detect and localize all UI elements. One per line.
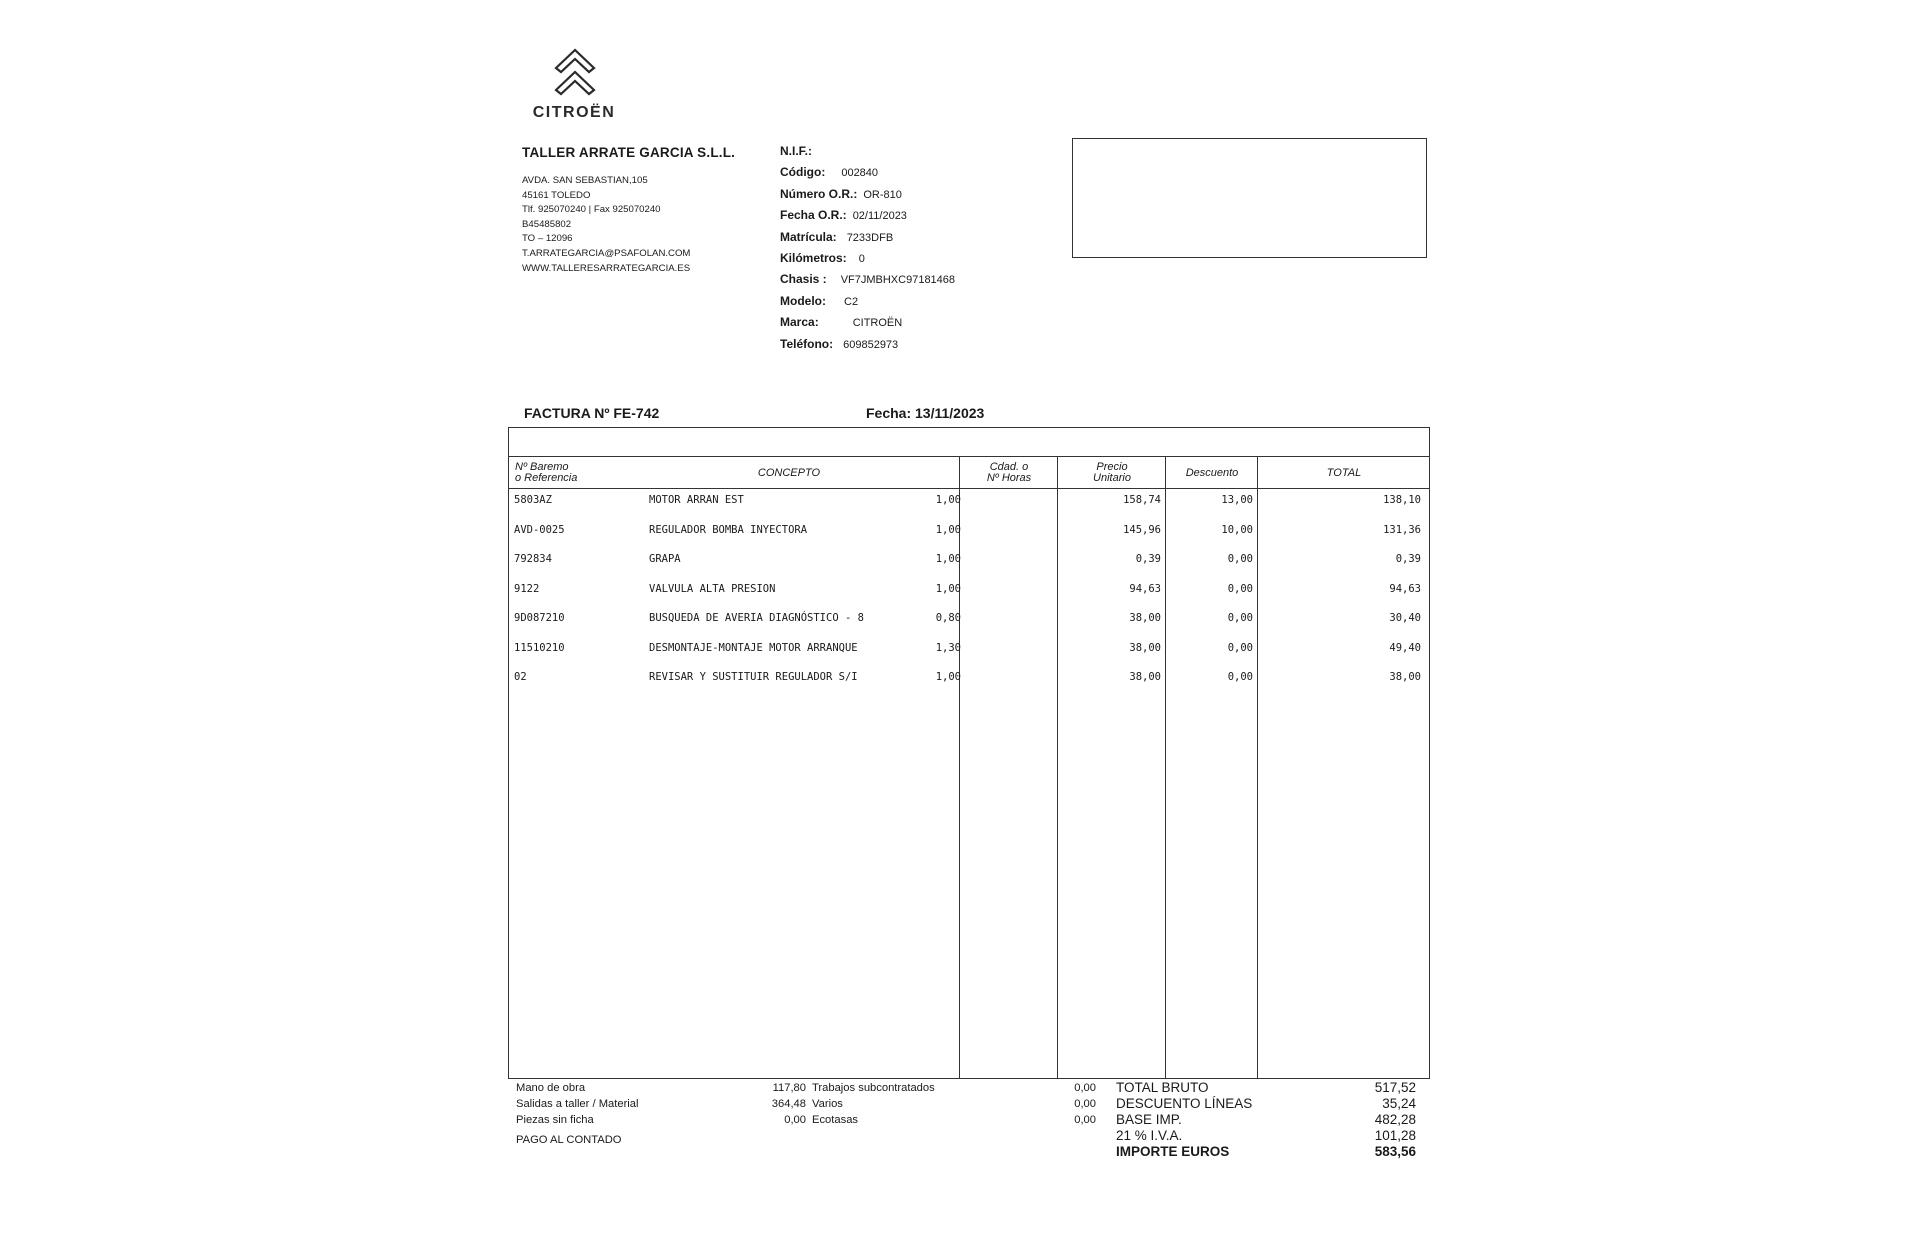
vehicle-row-modelo <box>780 291 955 312</box>
summary-label: Ecotasas <box>812 1114 859 1126</box>
brand-name: CITROËN <box>532 104 616 121</box>
header-text: Unitario <box>1093 472 1131 484</box>
total-value: 482,28 <box>1374 1112 1416 1127</box>
row-reference: 9122 <box>514 582 540 595</box>
total-label: DESCUENTO LÍNEAS <box>1116 1096 1253 1111</box>
column-header-total: TOTAL <box>1326 467 1362 479</box>
vehicle-label: Matrícula: <box>780 229 837 244</box>
header-text: o Referencia <box>515 472 578 484</box>
column-divider <box>1165 456 1166 1078</box>
table-row <box>509 642 1429 656</box>
vehicle-value: 0 <box>858 252 865 265</box>
row-total: 131,36 <box>1383 523 1421 536</box>
vehicle-row-chasis <box>780 269 955 290</box>
vehicle-label: Modelo: <box>780 293 826 308</box>
vehicle-value: 02/11/2023 <box>852 210 907 223</box>
row-reference: 5803AZ <box>514 494 552 506</box>
column-header-discount: Descuento <box>1185 467 1239 479</box>
vehicle-label: Kilómetros: <box>780 250 847 265</box>
row-reference: 11510210 <box>514 641 565 654</box>
company-city-line: 45161 TOLEDO <box>522 189 591 201</box>
column-divider <box>959 456 960 1078</box>
header-text: Cdad. o <box>989 461 1029 473</box>
vehicle-label: Marca: <box>780 315 819 330</box>
column-header-concepto: CONCEPTO <box>757 467 821 479</box>
table-row <box>509 494 1429 508</box>
total-value: 517,52 <box>1374 1080 1416 1095</box>
row-reference: 9D087210 <box>514 612 565 624</box>
summary-value: 0,00 <box>1074 1114 1096 1126</box>
address-window-box <box>1072 138 1427 258</box>
row-unit-price: 145,96 <box>1123 523 1161 536</box>
total-label: 21 % I.V.A. <box>1116 1128 1183 1143</box>
vehicle-row-matricula <box>780 227 955 248</box>
vehicle-row-numero-or <box>780 184 955 205</box>
row-total: 30,40 <box>1389 612 1421 624</box>
vehicle-value: VF7JMBHXC97181468 <box>840 274 956 287</box>
vehicle-info <box>780 141 955 355</box>
vehicle-row-kilometros <box>780 248 955 269</box>
column-header-unit-price <box>1059 462 1165 484</box>
company-registry-line: TO – 12096 <box>522 233 573 245</box>
vehicle-value: 002840 <box>841 167 879 180</box>
vehicle-value: C2 <box>844 295 859 308</box>
citroen-logo <box>524 40 624 126</box>
row-discount: 0,00 <box>1227 612 1253 624</box>
row-reference: 02 <box>514 671 527 683</box>
row-unit-price: 38,00 <box>1129 641 1161 654</box>
vehicle-label: Chasis : <box>780 272 827 287</box>
company-tax-id-line: B45485802 <box>522 218 572 230</box>
row-discount: 0,00 <box>1227 553 1253 565</box>
table-row <box>509 524 1429 538</box>
company-address-line: AVDA. SAN SEBASTIAN,105 <box>522 175 648 186</box>
invoice-table <box>508 427 1430 1079</box>
payment-method: PAGO AL CONTADO <box>516 1134 622 1146</box>
row-reference: 792834 <box>514 553 552 565</box>
invoice-date: Fecha: 13/11/2023 <box>866 405 985 421</box>
grand-total-value: 583,56 <box>1374 1144 1416 1159</box>
summary-value: 0,00 <box>1074 1082 1096 1094</box>
row-total: 138,10 <box>1383 494 1421 506</box>
grand-total-label: IMPORTE EUROS <box>1116 1144 1230 1159</box>
summary-value: 117,80 <box>772 1082 806 1094</box>
row-unit-price: 94,63 <box>1129 582 1161 595</box>
row-unit-price: 0,39 <box>1135 553 1161 565</box>
table-row <box>509 553 1429 567</box>
invoice-summary <box>516 1082 1416 1172</box>
row-discount: 0,00 <box>1227 641 1253 654</box>
row-concept: REGULADOR BOMBA INYECTORA <box>649 523 808 536</box>
row-reference: AVD-0025 <box>514 523 565 536</box>
invoice-number: FACTURA Nº FE-742 <box>524 405 660 421</box>
row-concept: BUSQUEDA DE AVERIA DIAGNÓSTICO - 8 <box>649 612 864 624</box>
row-discount: 13,00 <box>1221 494 1253 506</box>
vehicle-row-telefono <box>780 334 955 355</box>
vehicle-value: CITROËN <box>852 317 903 330</box>
row-total: 38,00 <box>1389 671 1421 683</box>
summary-label: Trabajos subcontratados <box>812 1082 935 1094</box>
column-header-quantity <box>961 462 1057 484</box>
vehicle-row-nif <box>780 141 955 162</box>
summary-label: Salidas a taller / Material <box>516 1098 639 1110</box>
row-quantity: 1,00 <box>935 582 961 595</box>
header-text: Nº Horas <box>986 472 1032 484</box>
header-text: Nº Baremo <box>515 461 569 473</box>
column-header-reference <box>515 462 577 484</box>
row-concept: REVISAR Y SUSTITUIR REGULADOR S/I <box>649 671 858 683</box>
total-label: TOTAL BRUTO <box>1116 1080 1209 1095</box>
column-divider <box>1057 456 1058 1078</box>
header-text: Precio <box>1096 461 1128 473</box>
vehicle-value: 609852973 <box>843 338 899 351</box>
summary-label: Piezas sin ficha <box>516 1114 594 1126</box>
vehicle-label: N.I.F.: <box>780 144 812 158</box>
row-discount: 0,00 <box>1227 582 1253 595</box>
company-name: TALLER ARRATE GARCIA S.L.L. <box>522 145 736 160</box>
row-quantity: 1,00 <box>935 671 961 683</box>
row-concept: VALVULA ALTA PRESION <box>649 582 776 595</box>
summary-value: 364,48 <box>771 1098 806 1110</box>
row-discount: 10,00 <box>1221 523 1253 536</box>
vehicle-label: Número O.R.: <box>780 186 858 201</box>
citroen-double-chevron-icon <box>554 46 596 102</box>
row-concept: MOTOR ARRAN EST <box>649 494 744 506</box>
table-header-divider <box>509 488 1429 489</box>
company-email-line: T.ARRATEGARCIA@PSAFOLAN.COM <box>522 247 691 259</box>
summary-value: 0,00 <box>784 1114 806 1126</box>
vehicle-label: Código: <box>780 165 826 180</box>
company-phone-line: Tlf. 925070240 | Fax 925070240 <box>522 204 661 216</box>
row-concept: DESMONTAJE-MONTAJE MOTOR ARRANQUE <box>649 641 858 654</box>
summary-label: Mano de obra <box>516 1082 586 1094</box>
row-discount: 0,00 <box>1227 671 1253 683</box>
table-top-divider <box>509 456 1429 457</box>
row-unit-price: 158,74 <box>1123 494 1161 506</box>
vehicle-row-fecha-or <box>780 205 955 226</box>
vehicle-label: Teléfono: <box>780 336 834 351</box>
vehicle-value: 7233DFB <box>846 231 894 244</box>
vehicle-label: Fecha O.R.: <box>780 208 847 223</box>
vehicle-row-codigo <box>780 162 955 183</box>
company-address <box>522 174 690 276</box>
row-concept: GRAPA <box>649 553 681 565</box>
row-quantity: 0,80 <box>935 612 961 624</box>
row-quantity: 1,00 <box>935 553 961 565</box>
row-total: 0,39 <box>1395 553 1421 565</box>
row-total: 49,40 <box>1389 641 1421 654</box>
vehicle-row-marca <box>780 312 955 333</box>
row-unit-price: 38,00 <box>1129 671 1161 683</box>
row-total: 94,63 <box>1389 582 1421 595</box>
total-value: 35,24 <box>1382 1096 1416 1111</box>
summary-label: Varios <box>812 1098 843 1110</box>
row-quantity: 1,00 <box>935 523 961 536</box>
summary-value: 0,00 <box>1074 1098 1096 1110</box>
vehicle-value: OR-810 <box>863 188 902 201</box>
row-quantity: 1,30 <box>935 641 961 654</box>
table-row <box>509 671 1429 685</box>
company-website-line: WWW.TALLERESARRATEGARCIA.ES <box>522 262 691 274</box>
total-label: BASE IMP. <box>1116 1112 1182 1127</box>
row-unit-price: 38,00 <box>1129 612 1161 624</box>
row-quantity: 1,00 <box>935 494 961 506</box>
column-divider <box>1257 456 1258 1078</box>
table-row <box>509 583 1429 597</box>
total-value: 101,28 <box>1374 1128 1416 1143</box>
table-row <box>509 612 1429 626</box>
